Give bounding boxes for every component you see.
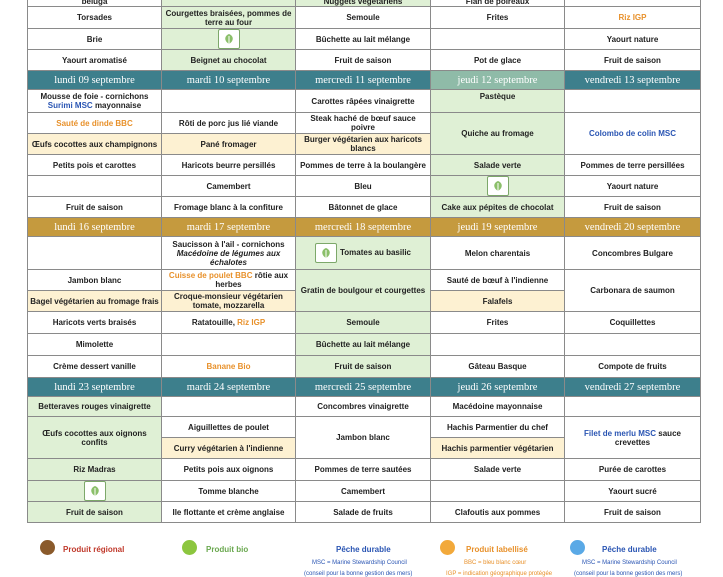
vegetarien-logo-icon: [315, 243, 337, 263]
legend-sub: (conseil pour la bonne gestion des mers): [304, 571, 413, 577]
menu-cell: Camembert: [296, 481, 431, 502]
bbc-label: Cuisse de poulet BBC: [168, 271, 253, 280]
menu-cell: Haricots verts braisés: [28, 312, 162, 334]
menu-cell: Quiche au fromage: [431, 113, 565, 155]
menu-row: [28, 270, 701, 291]
legend-sub: BBC = bleu blanc cœur: [464, 560, 527, 566]
menu-cell: Fromage blanc à la confiture: [162, 197, 296, 218]
menu-cell: [28, 176, 162, 197]
menu-cell: [565, 90, 701, 113]
menu-cell: [28, 113, 162, 134]
vegetarien-logo-icon: [218, 29, 240, 49]
menu-cell: Fruit de saison: [565, 50, 701, 71]
legend-sub: MSC = Marine Stewardship Council: [582, 560, 677, 566]
menu-cell: Gratin de boulgour et courgettes: [296, 270, 431, 312]
menu-row: [28, 356, 701, 378]
menu-cell: [565, 334, 701, 356]
dish: rôtie aux herbes: [215, 271, 289, 289]
menu-cell: Riz Madras: [28, 459, 162, 481]
menu-row: [28, 312, 701, 334]
menu-cell: [162, 356, 296, 378]
dish: Macédoine de légumes aux échalotes: [176, 248, 281, 267]
menu-cell: Pot de glace: [431, 50, 565, 71]
menu-cell: Betteraves rouges vinaigrette: [28, 397, 162, 417]
menu-cell: [565, 397, 701, 417]
menu-cell: Gâteau Basque: [431, 356, 565, 378]
menu-cell: Hachis Parmentier du chef: [431, 417, 565, 438]
dish: Saucisson à l'ail - cornichons: [172, 239, 285, 249]
menu-cell: Petits pois aux oignons: [162, 459, 296, 481]
menu-cell: [162, 29, 296, 50]
menu-row: [28, 417, 701, 438]
day-header: jeudi 12 septembre: [431, 71, 565, 90]
menu-cell: Salade de fruits: [296, 502, 431, 523]
menu-cell: Bâtonnet de glace: [296, 197, 431, 218]
week-header-row: [28, 218, 701, 237]
menu-cell: Torsades: [28, 7, 162, 29]
menu-cell: Yaourt nature: [565, 176, 701, 197]
menu-row: [28, 90, 701, 113]
day-header: vendredi 13 septembre: [565, 71, 701, 90]
menu-cell: Fruit de saison: [28, 502, 162, 523]
menu-cell: Purée de carottes: [565, 459, 701, 481]
menu-cell: Nuggets végétariens: [296, 0, 431, 7]
fish-icon: [570, 540, 585, 555]
menu-cell: Pommes de terre persillées: [565, 155, 701, 176]
legend-label: Pêche durable: [336, 545, 391, 554]
menu-cell: Petits pois et carottes: [28, 155, 162, 176]
menu-cell: Brie: [28, 29, 162, 50]
menu-cell: Salade verte: [431, 155, 565, 176]
menu-cell: Steak haché de bœuf sauce poivre: [296, 113, 431, 134]
legend: [0, 540, 723, 576]
menu-cell: Mimolette: [28, 334, 162, 356]
menu-cell: [296, 237, 431, 270]
dish: sauce crevettes: [614, 428, 681, 447]
menu-cell: Bûchette au lait mélange: [296, 334, 431, 356]
vegetarien-logo-icon: [487, 176, 509, 196]
menu-cell: Frites: [431, 312, 565, 334]
msc-label: Filet de merlu MSC: [584, 428, 657, 438]
menu-cell: [28, 90, 162, 113]
day-header: mercredi 18 septembre: [296, 218, 431, 237]
menu-cell: Burger végétarien aux haricots blancs: [296, 134, 431, 155]
menu-cell: Courgettes braisées, pommes de terre au four: [162, 7, 296, 29]
menu-row: [28, 237, 701, 270]
label-medal-icon: [440, 540, 455, 555]
day-header: mardi 17 septembre: [162, 218, 296, 237]
menu-row: [28, 29, 701, 50]
menu-cell: Yaourt aromatisé: [28, 50, 162, 71]
day-header: vendredi 20 septembre: [565, 218, 701, 237]
msc-label: Colombo de colin MSC: [588, 129, 677, 138]
menu-row: [28, 176, 701, 197]
menu-cell: Falafels: [431, 291, 565, 312]
menu-cell: Fruit de saison: [296, 50, 431, 71]
menu-cell: Pommes de terre à la boulangère: [296, 155, 431, 176]
bbc-label: Sauté de dinde BBC: [56, 118, 133, 128]
legend-sub: (conseil pour la bonne gestion des mers): [574, 571, 683, 577]
day-header: mercredi 11 septembre: [296, 71, 431, 90]
menu-row: [28, 113, 701, 134]
menu-cell: Salade verte: [431, 459, 565, 481]
menu-row: [28, 50, 701, 71]
igp-label: Riz IGP: [237, 318, 266, 327]
week-header-row: [28, 378, 701, 397]
menu-cell: Jambon blanc: [28, 270, 162, 291]
menu-row: [28, 197, 701, 218]
menu-cell: [565, 113, 701, 155]
menu-cell: [162, 334, 296, 356]
day-header: jeudi 26 septembre: [431, 378, 565, 397]
menu-cell: Bûchette au lait mélange: [296, 29, 431, 50]
menu-cell: [162, 237, 296, 270]
menu-cell: Concombres Bulgare: [565, 237, 701, 270]
menu-cell: [431, 481, 565, 502]
menu-cell: Œufs cocottes aux oignons confits: [28, 417, 162, 459]
menu-cell: Rôti de porc jus lié viande: [162, 113, 296, 134]
menu-cell: Macédoine mayonnaise: [431, 397, 565, 417]
menu-cell: Aiguillettes de poulet: [162, 417, 296, 438]
menu-cell: Semoule: [296, 312, 431, 334]
menu-cell: Beignet au chocolat: [162, 50, 296, 71]
menu-cell: Pastèque: [431, 90, 565, 113]
menu-cell: Camembert: [162, 176, 296, 197]
menu-cell: [431, 176, 565, 197]
menu-cell: Yaourt sucré: [565, 481, 701, 502]
menu-cell: Haricots beurre persillés: [162, 155, 296, 176]
menu-cell: [162, 270, 296, 291]
menu-cell: Yaourt nature: [565, 29, 701, 50]
menu-cell: Fruit de saison: [28, 197, 162, 218]
menu-cell: Œufs cocottes aux champignons: [28, 134, 162, 155]
day-header: mardi 10 septembre: [162, 71, 296, 90]
regional-icon: [40, 540, 55, 555]
day-header: vendredi 27 septembre: [565, 378, 701, 397]
menu-cell: Carottes râpées vinaigrette: [296, 90, 431, 113]
legend-label: Produit régional: [63, 545, 125, 554]
day-header: mercredi 25 septembre: [296, 378, 431, 397]
menu-cell: [565, 417, 701, 459]
menu-cell: Ile flottante et crème anglaise: [162, 502, 296, 523]
menu-cell: [162, 397, 296, 417]
bio-label: Banane Bio: [206, 362, 251, 371]
menu-cell: beluga: [28, 0, 162, 7]
menu-cell: [565, 7, 701, 29]
menu-cell: Melon charentais: [431, 237, 565, 270]
menu-table: [27, 0, 701, 523]
msc-label: Surimi MSC: [47, 101, 93, 110]
menu-cell: [431, 334, 565, 356]
menu-cell: Tomme blanche: [162, 481, 296, 502]
menu-cell: Hachis parmentier végétarien: [431, 438, 565, 459]
legend-sub: MSC = Marine Stewardship Council: [312, 560, 407, 566]
menu-cell: Semoule: [296, 7, 431, 29]
menu-cell: Frites: [431, 7, 565, 29]
legend-label: Pêche durable: [602, 545, 657, 554]
vegetarien-logo-icon: [84, 481, 106, 501]
menu-row: [28, 155, 701, 176]
menu-cell: Pommes de terre sautées: [296, 459, 431, 481]
menu-cell: Clafoutis aux pommes: [431, 502, 565, 523]
menu-row: [28, 459, 701, 481]
menu-cell: Fruit de saison: [565, 197, 701, 218]
menu-row: [28, 7, 701, 29]
menu-cell: Croque-monsieur végétarien tomate, mozzarella: [162, 291, 296, 312]
dish: Tomates au basilic: [340, 248, 411, 258]
menu-cell: Bleu: [296, 176, 431, 197]
week-header-row: [28, 71, 701, 90]
dish: Ratatouille,: [191, 318, 238, 327]
menu-row: [28, 397, 701, 417]
menu-cell: Concombres vinaigrette: [296, 397, 431, 417]
menu-cell: Flan de poireaux: [431, 0, 565, 7]
menu-cell: Carbonara de saumon: [565, 270, 701, 312]
day-header: jeudi 19 septembre: [431, 218, 565, 237]
menu-cell: Pané fromager: [162, 134, 296, 155]
menu-cell: Sauté de bœuf à l'indienne: [431, 270, 565, 291]
legend-label: Produit bio: [206, 545, 249, 554]
day-header: lundi 09 septembre: [28, 71, 162, 90]
legend-label: Produit labellisé: [466, 545, 528, 554]
menu-cell: Coquillettes: [565, 312, 701, 334]
menu-cell: Cake aux pépites de chocolat: [431, 197, 565, 218]
menu-cell: Crème dessert vanille: [28, 356, 162, 378]
menu-cell: [28, 481, 162, 502]
menu-cell: [28, 237, 162, 270]
menu-cell: Bagel végétarien au fromage frais: [28, 291, 162, 312]
bio-leaf-icon: [182, 540, 197, 555]
dish: Mousse de foie - cornichons: [40, 92, 149, 101]
menu-cell: [162, 90, 296, 113]
day-header: lundi 23 septembre: [28, 378, 162, 397]
menu-cell: Jambon blanc: [296, 417, 431, 459]
menu-cell: [162, 312, 296, 334]
dish: mayonnaise: [94, 101, 142, 110]
menu-cell: Fruit de saison: [565, 502, 701, 523]
menu-cell: Curry végétarien à l'indienne: [162, 438, 296, 459]
menu-row: [28, 334, 701, 356]
menu-cell: Compote de fruits: [565, 356, 701, 378]
menu-row: [28, 502, 701, 523]
menu-cell: [431, 29, 565, 50]
igp-label: Riz IGP: [618, 13, 647, 22]
menu-row: [28, 481, 701, 502]
legend-sub: IGP = indication géographique protégée: [446, 571, 553, 577]
day-header: mardi 24 septembre: [162, 378, 296, 397]
menu-cell: Fruit de saison: [296, 356, 431, 378]
day-header: lundi 16 septembre: [28, 218, 162, 237]
